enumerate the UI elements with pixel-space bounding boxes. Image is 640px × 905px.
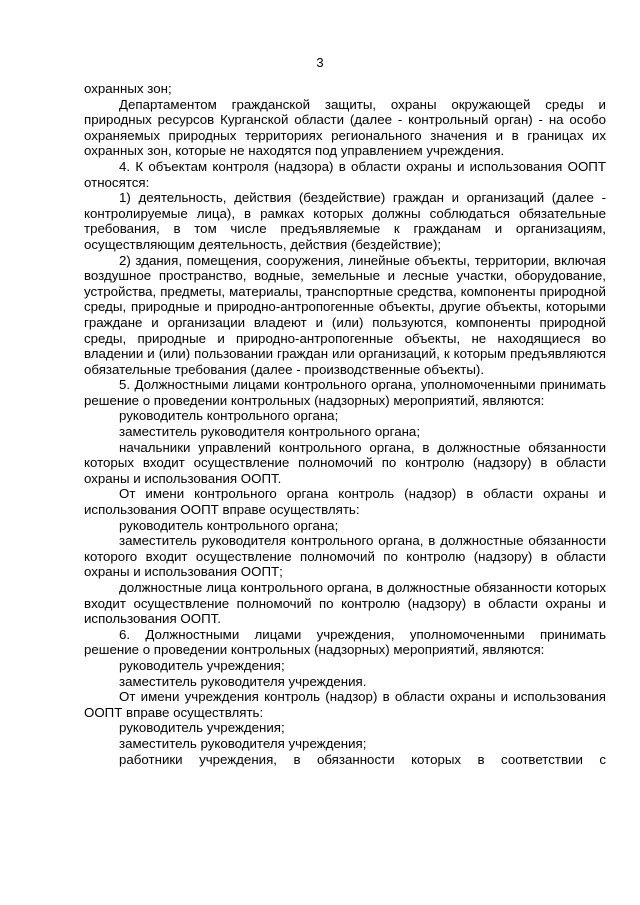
paragraph-19: заместитель руководителя учреждения; — [119, 735, 367, 751]
paragraph-6: 5. Должностными лицами контрольного органа, уполномоченными принимать решение о проведении контрольных (надзорных) мероприятий, являются: — [84, 377, 606, 408]
paragraph-9: начальники управлений контрольного органа, в должностные обязанности которых входит осуществление полномочий по контролю (надзору) в области охраны и использования ООПТ. — [84, 439, 606, 486]
paragraph-2: Департаментом гражданской защиты, охраны окружающей среды и природных ресурсов Курганской области (далее - контрольный орган) - на особо охраняемых природных территориях регионального значения и в границах их охранных зон, которые не находятся под управлением учреждения. — [84, 96, 606, 159]
paragraph-14: 6. Должностными лицами учреждения, уполномоченными принимать решение о проведении контрольных (надзорных) мероприятий, являются: — [84, 626, 606, 658]
paragraph-15: руководитель учреждения; — [119, 657, 285, 673]
paragraph-8: заместитель руководителя контрольного органа; — [119, 424, 421, 440]
paragraph-12: заместитель руководителя контрольного органа, в должностные обязанности которого входит осуществление полномочий по контролю (надзору) в области охраны и использования ООПТ; — [84, 533, 606, 580]
paragraph-5: 2) здания, помещения, сооружения, линейные объекты, территории, включая воздушное пространство, водные, земельные и лесные участки, оборудование, устройства, предметы, материалы, транспортные средства, компоненты природной среды, природные и природно-антропогенные объекты, другие объекты, которыми граждане и организации владеют и (или) пользуются, компоненты природной среды, природные и природно-антропогенные объекты, не находящиеся во владении и (или) пользовании граждан или организаций, к которым предъявляются обязательные требования (далее - производственные объекты). — [84, 252, 606, 377]
paragraph-10: От имени контрольного органа контроль (надзор) в области охраны и использования ООПТ вправе осуществлять: — [84, 486, 606, 518]
paragraph-11: руководитель контрольного органа; — [119, 517, 339, 533]
paragraph-16: заместитель руководителя учреждения. — [119, 673, 367, 689]
paragraph-3: 4. К объектам контроля (надзора) в области охраны и использования ООПТ относятся: — [84, 158, 606, 190]
paragraph-1: охранных зон; — [84, 81, 172, 96]
paragraph-13: должностные лица контрольного органа, в должностные обязанности которых входит осуществление полномочий по контролю (надзору) в области охраны и использования ООПТ. — [84, 580, 606, 627]
paragraph-17: От имени учреждения контроль (надзор) в области охраны и использования ООПТ вправе осуществлять: — [84, 689, 606, 720]
paragraph-4: 1) деятельность, действия (бездействие) граждан и организаций (далее - контролируемые лица), в рамках которых должны соблюдаться обязательные требования, в том числе предъявляемые к гражданам и организациям, осуществляющим деятельность, действия (бездействие); — [84, 190, 606, 252]
paragraph-18: руководитель учреждения; — [119, 720, 285, 736]
page-number: 3 — [316, 55, 324, 70]
paragraph-20: работники учреждения, в обязанности которых в соответствии с — [119, 751, 606, 767]
document-body — [84, 81, 606, 767]
paragraph-7: руководитель контрольного органа; — [119, 408, 339, 424]
